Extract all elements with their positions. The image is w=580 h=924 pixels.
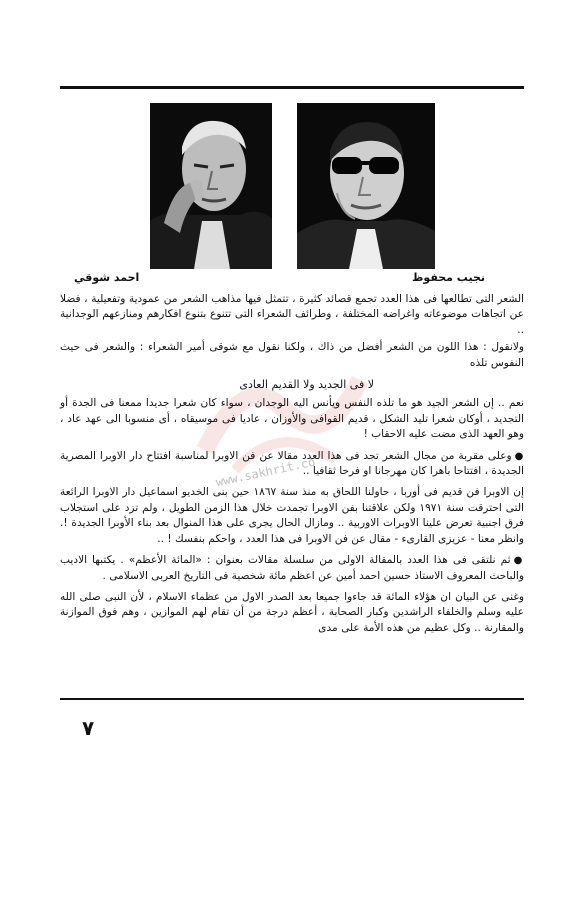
caption-ahmed-shawqi: احمد شوقي xyxy=(74,271,140,284)
article-body xyxy=(60,292,524,642)
page-number: ٧ xyxy=(82,716,95,740)
paragraph: الشعر التى تطالعها فى هذا العدد تجمع قصائد كثيرة ، تتمثل فيها مذاهب الشعر من عمودية وتفعيلية ، فضلا عن اتجاهات موضوعاته واغراضه المختلفة ، وطرائف الشعراء التى تتنوع بتنوع افكارهم ومنازعهم الوجدانية .. xyxy=(60,293,524,336)
bullet-icon: ● xyxy=(513,555,524,567)
top-rule xyxy=(60,86,524,89)
paragraph: ولانقول : هذا اللون من الشعر أفضل من ذاك ، ولكنا نقول مع شوقى أمير الشعراء : والشعر فى حيث النفوس تلذه xyxy=(60,341,524,369)
photo-ahmed-shawqi xyxy=(150,103,272,269)
paragraph xyxy=(60,449,524,480)
paragraph: إن الاوبرا فن قديم فى أوربا ، حاولنا اللحاق به منذ سنة ١٨٦٧ حين بنى الخديو اسماعيل دار الاوبرا الرائعة التى احترقت سنة ١٩٧١ ولكن علاقتنا بفن الاوبرا تجمدت خلال هذا الزمن الطويل ، ولم تزد على استجلاب فرق اجنبية تعرض علينا الاوبرات الاوربية .. ومازال الحال يجرى على هذا المنوال بعد بناء الأوبرا الجديدة !. وانظر معنا - عزيزى القارىء - مقال عن فن الاوبرا فى هذا العدد ، واحكم بنفسك ! .. xyxy=(60,486,524,545)
paragraph xyxy=(60,553,524,584)
caption-naguib-mahfouz: نجيب محفوظ xyxy=(412,271,485,284)
paragraph: نعم .. إن الشعر الجيد هو ما تلذه النفس ويأنس اليه الوجدان ، سواء كان شعرا جديدا ممعنا فى الجدة أو التجديد ، أوكان شعرا تليد الشكل ، قديم القوافى والأوزان ، عاديا فى موسيقاه ، أى منسوبا الى عهد عاد ، وهو العهد الذى مضت عليه الاحقاب ! xyxy=(60,397,524,441)
bottom-rule xyxy=(60,698,524,700)
watermark-text: www.sakhrit.co xyxy=(214,454,317,490)
photo-naguib-mahfouz xyxy=(297,103,435,269)
bullet-icon: ● xyxy=(514,450,524,462)
paragraph-text: وعلى مقربة من مجال الشعر تجد فى هذا العدد مقالا عن فن الاوبرا لمناسبة افتتاح دار الاوبرا المصرية الجديدة ، افتتاحا باهرا كان مهرجانا او فرحا ثقافيا .. xyxy=(60,449,524,478)
paragraph: وغنى عن البيان ان هؤلاء المائة قد جاءوا جميعا بعد الصدر الاول من عظماء الاسلام ، لأن النبى صلى الله عليه وسلم والخلفاء الراشدين وكبار الصحابة ، أعظم درجة من أن تقام لهم الموازين ، وهم فوق الموازنة والمقارنة .. وكل عظيم من هذه الأمة على مدى xyxy=(60,590,524,634)
paragraph-text: ثم نلتقى فى هذا العدد بالمقالة الاولى من سلسلة مقالات بعنوان : «المائة الأعظم» . يكتبها الاديب والباحث المعروف الاستاذ حسين احمد أمين عن اعظم مائة شخصية فى التاريخ العربى الاسلامى . xyxy=(60,554,524,582)
quote-line: لا فى الجديد ولا القديم العادى xyxy=(239,378,374,392)
